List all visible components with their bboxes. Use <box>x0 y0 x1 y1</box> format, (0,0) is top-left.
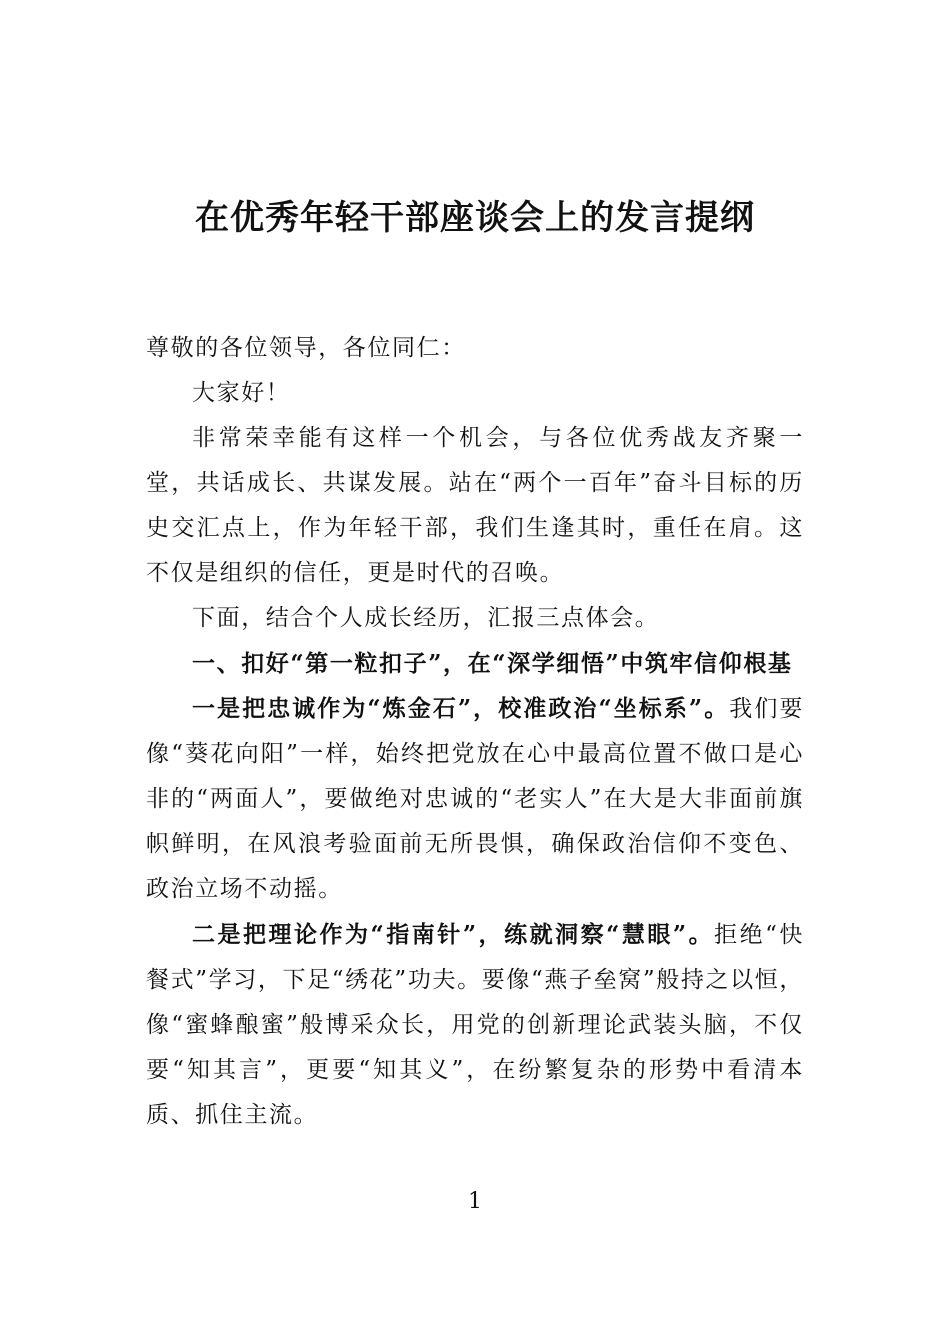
point-2-lead: 二是把理论作为“指南针”，练就洞察“慧眼”。 <box>192 921 715 948</box>
greeting: 大家好！ <box>192 380 291 406</box>
point-2-text: 拒绝“快餐式”学习，下足“绣花”功夫。要像“燕子垒窝”般持之以恒，像“蜜蜂酿蜜”般博采众长，用党的创新理论武装头脑，不仅要“知其言”，更要“知其义”，在纷繁复杂的形势中看清本质、抓住主流。 <box>146 922 804 1128</box>
point-2-paragraph <box>146 912 804 1138</box>
salutation: 尊敬的各位领导，各位同仁： <box>146 335 466 361</box>
page-number: 1 <box>468 1189 482 1214</box>
document-body <box>146 326 804 1138</box>
point-1-paragraph <box>146 686 804 912</box>
point-1-text: 我们要像“葵花向阳”一样，始终把党放在心中最高位置不做口是心非的“两面人”，要做绝对忠诚的“老实人”在大是大非面前旗帜鲜明，在风浪考验面前无所畏惧，确保政治信仰不变色、政治立场不动摇。 <box>146 696 804 902</box>
transition-paragraph: 下面，结合个人成长经历，汇报三点体会。 <box>192 605 660 631</box>
section-1-heading: 一、扣好“第一粒扣子”，在“深学细悟”中筑牢信仰根基 <box>192 650 793 677</box>
point-1-lead: 一是把忠诚作为“炼金石”，校准政治“坐标系”。 <box>192 695 730 722</box>
document-title: 在优秀年轻干部座谈会上的发言提纲 <box>195 198 755 238</box>
intro-paragraph: 非常荣幸能有这样一个机会，与各位优秀战友齐聚一堂，共话成长、共谋发展。站在“两个一百年”奋斗目标的历史交汇点上，作为年轻干部，我们生逢其时，重任在肩。这不仅是组织的信任，更是时代的召唤。 <box>146 425 804 586</box>
